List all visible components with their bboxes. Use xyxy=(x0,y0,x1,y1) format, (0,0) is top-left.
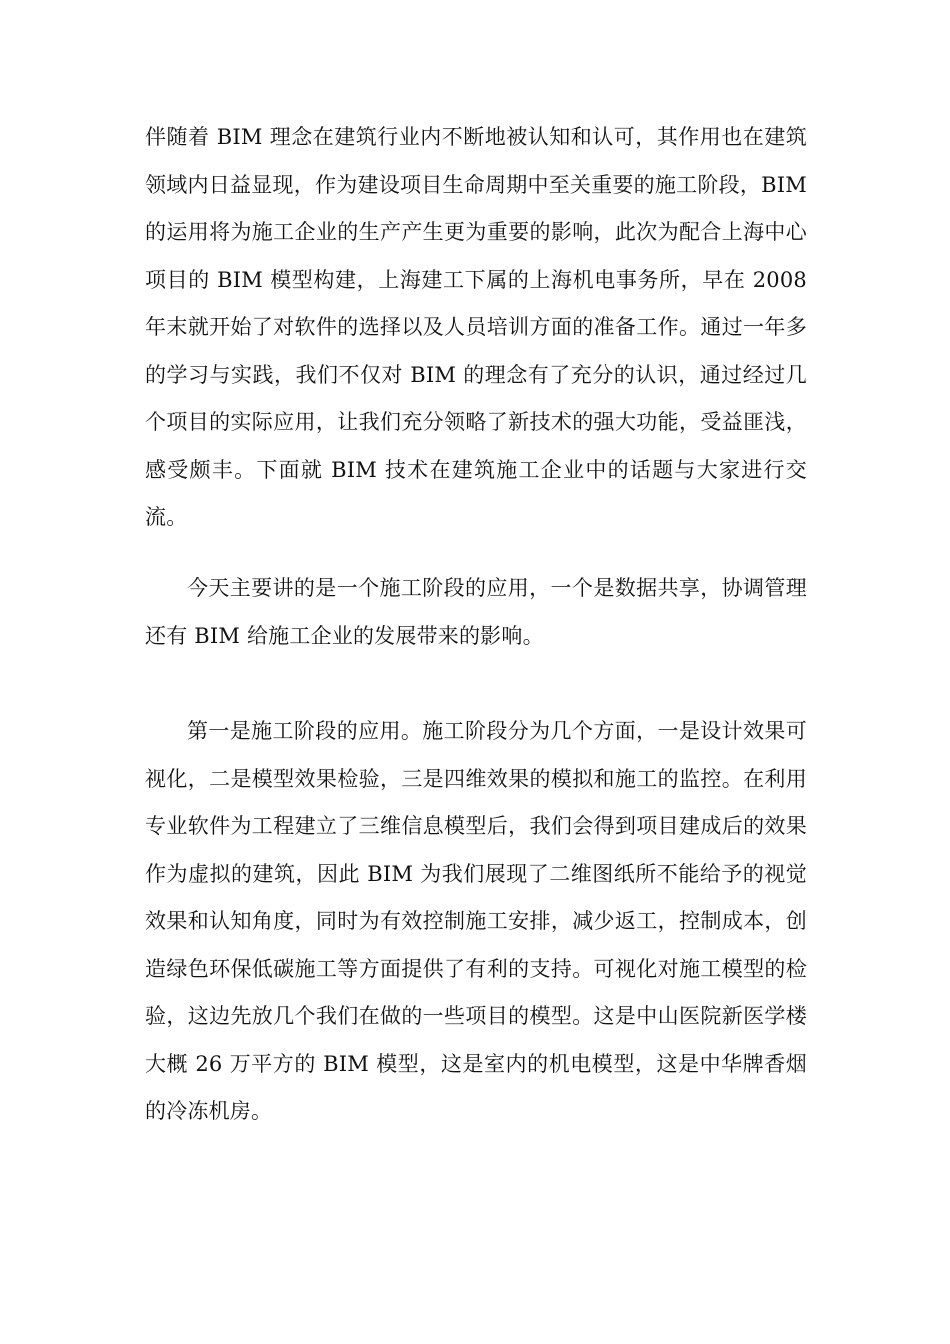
paragraph-intro: 伴随着 BIM 理念在建筑行业内不断地被认知和认可，其作用也在建筑领域内日益显现，作为建设项目生命周期中至关重要的施工阶段，BIM 的运用将为施工企业的生产产生更为重要的影响，此次为配合上海中心项目的 BIM 模型构建，上海建工下属的上海机电事务所，早在 2008 年末就开始了对软件的选择以及人员培训方面的准备工作。通过一年多的学习与实践，我们不仅对 BIM 的理念有了充分的认识，通过经过几个项目的实际应用，让我们充分领略了新技术的强大功能，受益匪浅，感受颇丰。下面就 BIM 技术在建筑施工企业中的话题与大家进行交流。 xyxy=(145,125,807,529)
paragraph-construction-phase: 第一是施工阶段的应用。施工阶段分为几个方面，一是设计效果可视化，二是模型效果检验，三是四维效果的模拟和施工的监控。在利用专业软件为工程建立了三维信息模型后，我们会得到项目建成后的效果作为虚拟的建筑，因此 BIM 为我们展现了二维图纸所不能给予的视觉效果和认知角度，同时为有效控制施工安排，减少返工，控制成本，创造绿色环保低碳施工等方面提供了有利的支持。可视化对施工模型的检验，这边先放几个我们在做的一些项目的模型。这是中山医院新医学楼大概 26 万平方的 BIM 模型，这是室内的机电模型，这是中华牌香烟的冷冻机房。 xyxy=(145,719,807,1123)
paragraph-topics: 今天主要讲的是一个施工阶段的应用，一个是数据共享，协调管理还有 BIM 给施工企业的发展带来的影响。 xyxy=(145,576,807,648)
